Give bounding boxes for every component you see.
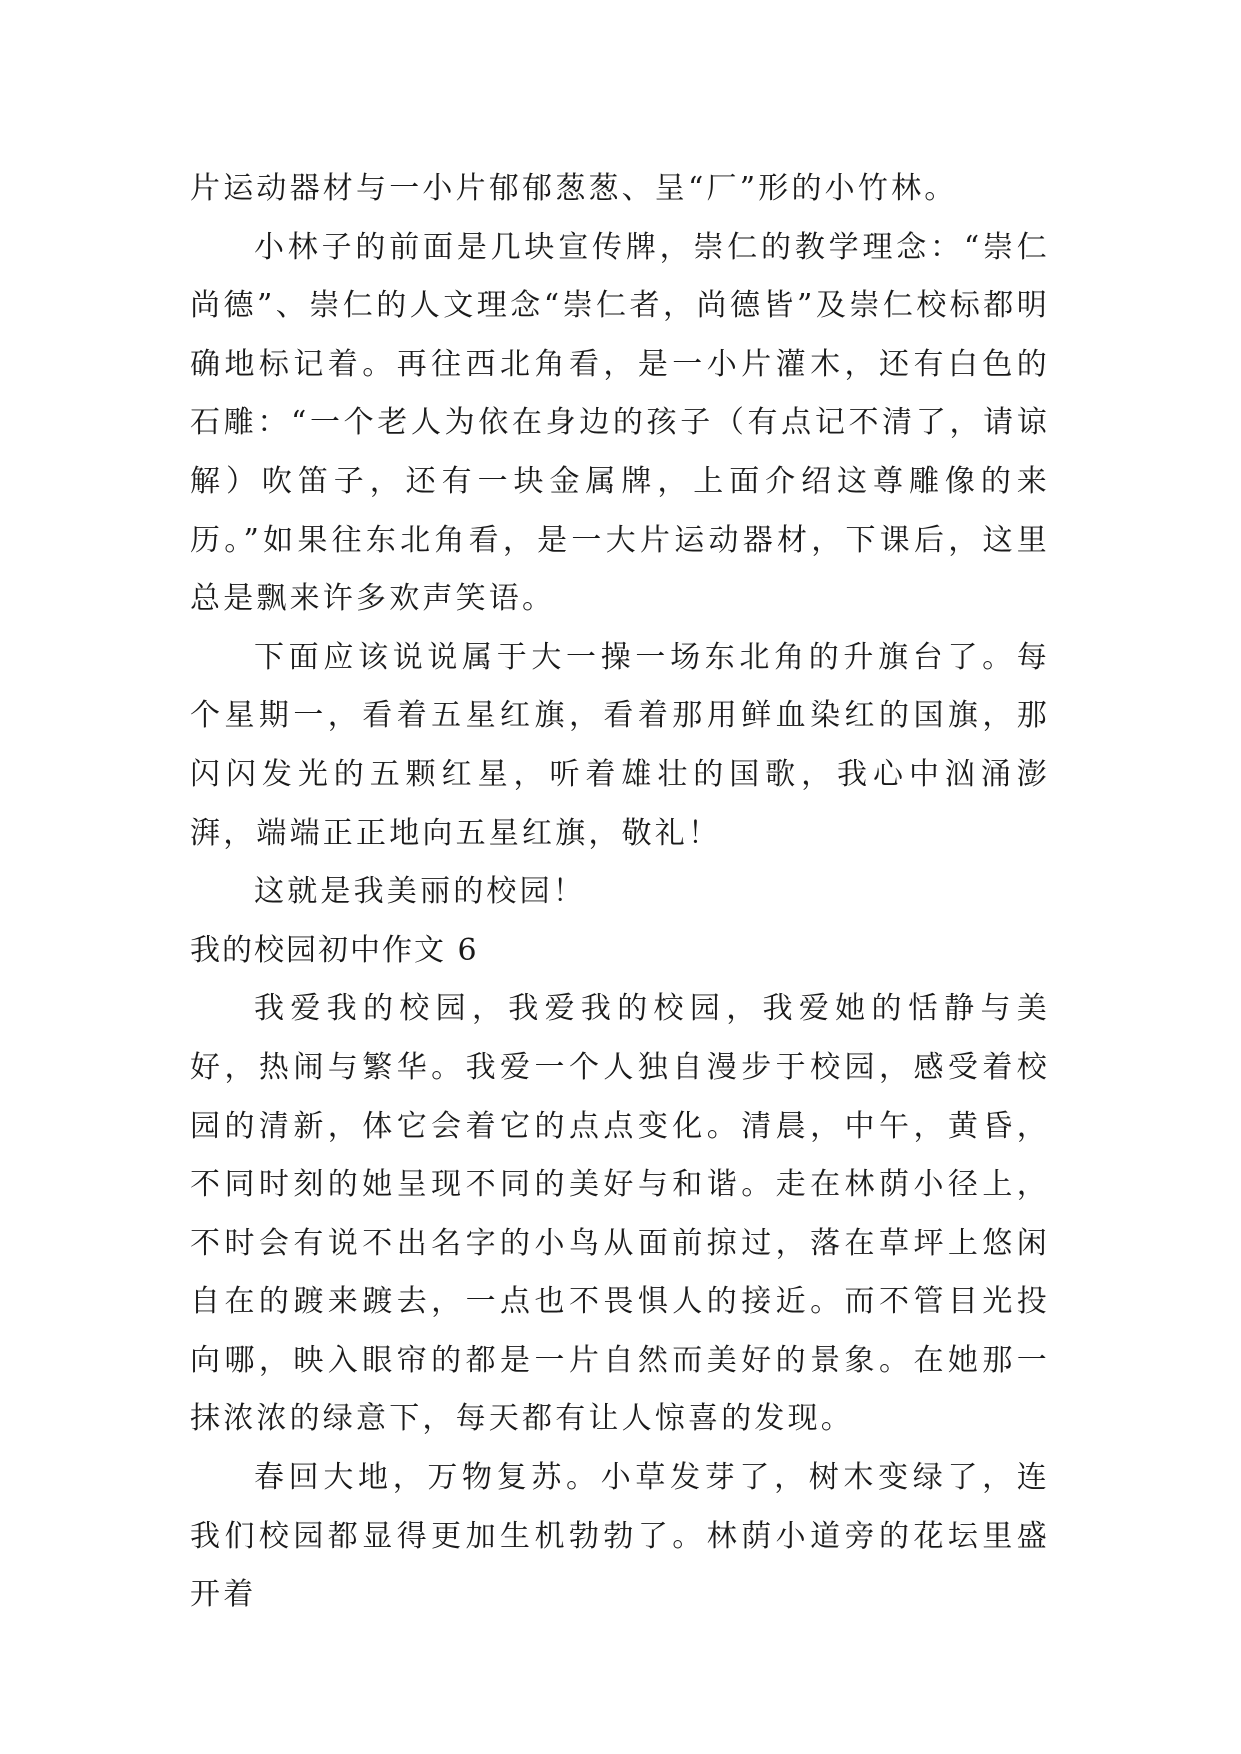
paragraph-flag-platform: 下面应该说说属于大一操一场东北角的升旗台了。每个星期一，看着五星红旗，看着那用鲜血染红的国旗，那闪闪发光的五颗红星，听着雄壮的国歌，我心中汹涌澎湃，端端正正地向五星红旗，敬礼！	[190, 639, 1050, 851]
paragraph-spring: 春回大地，万物复苏。小草发芽了，树木变绿了，连我们校园都显得更加生机勃勃了。林荫小道旁的花坛里盛开着	[190, 1460, 1050, 1613]
paragraph-propaganda-boards: 小林子的前面是几块宣传牌，崇仁的教学理念：“崇仁尚德”、崇仁的人文理念“崇仁者，尚德皆”及崇仁校标都明确地标记着。再往西北角看，是一小片灌木，还有白色的石雕：“一个老人为依在身边的孩子（有点记不清了，请谅解）吹笛子，还有一块金属牌，上面介绍这尊雕像的来历。”如果往东北角看，是一大片运动器材，下课后，这里总是飘来许多欢声笑语。	[190, 229, 1050, 617]
document-body	[190, 160, 1050, 1625]
paragraph-continuation: 片运动器材与一小片郁郁葱葱、呈“厂”形的小竹林。	[190, 171, 958, 206]
essay-heading: 我的校园初中作文 6	[190, 932, 479, 968]
paragraph-love-campus: 我爱我的校园，我爱我的校园，我爱她的恬静与美好，热闹与繁华。我爱一个人独自漫步于校园，感受着校园的清新，体它会着它的点点变化。清晨，中午，黄昏，不同时刻的她呈现不同的美好与和谐。走在林荫小径上，不时会有说不出名字的小鸟从面前掠过，落在草坪上悠闲自在的踱来踱去，一点也不畏惧人的接近。而不管目光投向哪，映入眼帘的都是一片自然而美好的景象。在她那一抹浓浓的绿意下，每天都有让人惊喜的发现。	[190, 991, 1050, 1437]
paragraph-conclusion: 这就是我美丽的校园！	[254, 874, 586, 910]
